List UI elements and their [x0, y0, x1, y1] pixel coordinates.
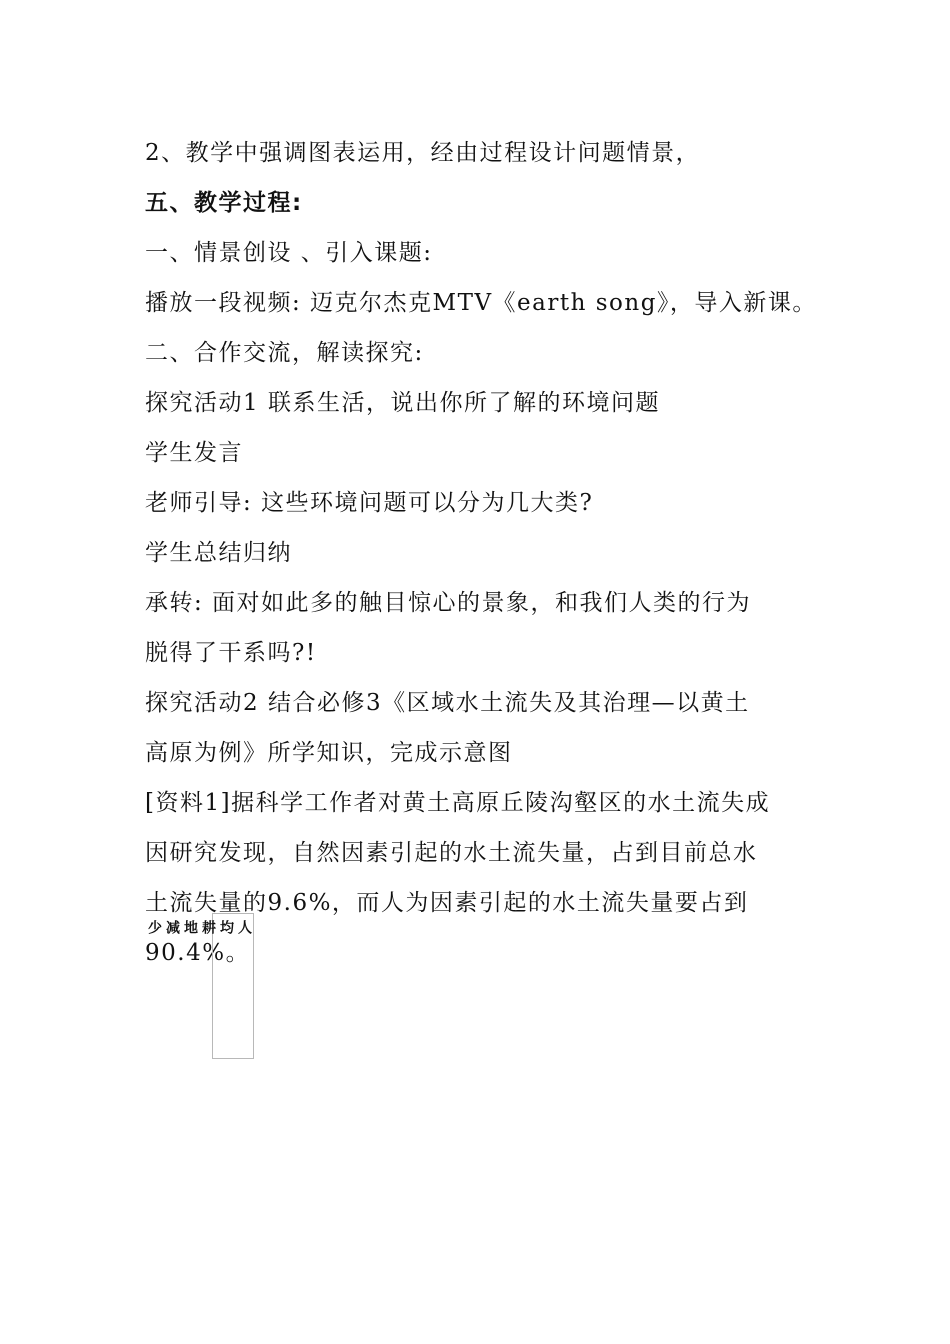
- text-line-teacher-guide: 老师引导: 这些环境问题可以分为几大类?: [145, 490, 594, 516]
- text-line-scene-setup: 一、情景创设 、引入课题:: [145, 240, 433, 266]
- text-line-activity-2: 探究活动2 结合必修3《区域水土流失及其治理—以黄土: [145, 690, 750, 716]
- text-line-student-speak: 学生发言: [145, 440, 243, 466]
- text-line-cooperation: 二、合作交流，解读探究:: [145, 340, 424, 366]
- text-line-transition-cont: 脱得了干系吗?!: [145, 640, 317, 666]
- text-line-transition: 承转: 面对如此多的触目惊心的景象，和我们人类的行为: [145, 590, 752, 616]
- text-line-activity-2-cont: 高原为例》所学知识，完成示意图: [145, 740, 513, 766]
- diagram-box-label: 人均耕地减少: [146, 920, 252, 934]
- text-line-play-video: 播放一段视频: 迈克尔杰克MTV《earth song》，导入新课。: [145, 290, 817, 316]
- text-line-student-summary: 学生总结归纳: [145, 540, 292, 566]
- section-heading-teaching-process: 五、教学过程:: [145, 190, 303, 216]
- text-line-material-1-cont2: 土流失量的9.6%，而人为因素引起的水土流失量要占到: [145, 890, 749, 916]
- text-line-activity-1: 探究活动1 联系生活，说出你所了解的环境问题: [145, 390, 660, 416]
- text-line-material-1: [资料1]据科学工作者对黄土高原丘陵沟壑区的水土流失成: [145, 790, 771, 816]
- text-line-material-1-end: 90.4%。: [145, 940, 251, 966]
- text-line-material-1-cont: 因研究发现，自然因素引起的水土流失量，占到目前总水: [145, 840, 758, 866]
- text-line-goal-2: 2、教学中强调图表运用，经由过程设计问题情景，: [145, 140, 701, 166]
